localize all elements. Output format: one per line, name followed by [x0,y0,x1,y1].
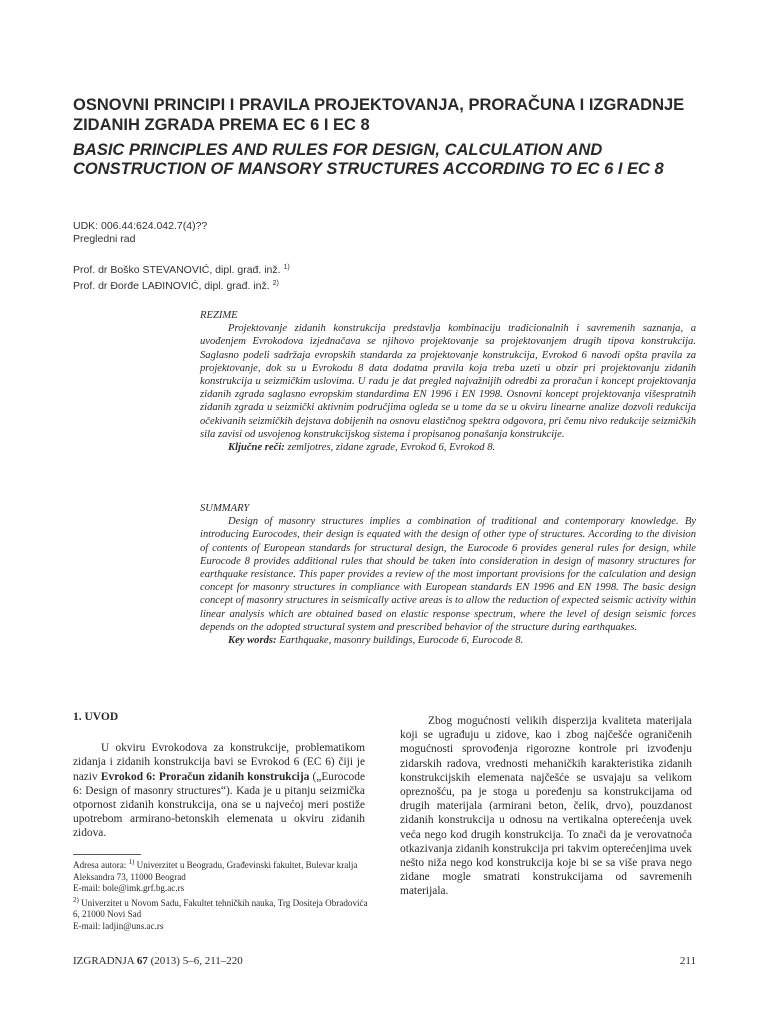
summary-body: Design of masonry structures implies a combination of traditional and contemporary knowledge. By introducing Eurocodes, their design is equated with the design of other type of structures. According to the division of contents of European standards for structural design, the Eurocode 6 provides general rules for design, while Eurocode 8 provides additional rules that should be taken into consideration in design of masonry structures for earthquake resistance. This paper provides a review of the most important provisions for the calculation and design concept for masonry structures in compliance with European standards EN 1996 and EN 1998. The basic design concept of masonry structures in seismically active areas is to allow the reduction of expected seismic activity within linear analysis which are obtained based on elastic response spectrum, where the level of design seismic forces depends on the adopted structural system and prescribed behavior of the structure during earthquakes. [200,516,696,633]
author-1-footnote-mark: 1) [283,264,290,271]
rezime-body: Projektovanje zidanih konstrukcija predstavlja kombinaciju tradicionalnih i savremenih saznanja, a uvođenjem Evrokodova izjednačava se njihovo projektovanje sa projektovanjem drugih tipova konstrukcija. Saglasno podeli sadržaja evropskih standarda za projektovanje konstrukcija, Evrokod 6 navodi opšta pravila za projektovanje, dok su u Evrokodu 8 data dodatna pravila koja treba uzeti u obzir pri projektovanju zidanih konstrukcija u seizmičkim uslovima. U radu je dat pregled najvažnijih odredbi za proračun i koncept projektovanja zidanih zgrada saglasno evropskim standardima EN 1996 i EN 1998. Osnovni koncept projektovanja višespratnih zidanih zgrada u seizmički aktivnim područjima ogleda se u tome da se u okviru linearne analize dozvoli redukcija očekivanih seizmičkih dejstava dobijenih na osnovu elastičnog spektra odgovora, pri čemu nivo redukcije seizmičkih sila zavisi od usvojenog konstrukcijskog sistema i propisanog ponašanja konstrukcije. [200,323,696,440]
summary-keywords-label: Key words: [228,635,277,647]
journal-citation: IZGRADNJA 67 (2013) 5–6, 211–220 [73,955,243,967]
rezime-keywords [200,441,696,454]
paper-type: Pregledni rad [73,233,136,245]
rezime-keywords-label: Ključne reči: [228,442,285,454]
intro-paragraph-1: U okviru Evrokodova za konstrukcije, problematikom zidanja i zidanih konstrukcija bavi se Evrokod 6 (EC 6) čiji je naziv Evrokod 6: Proračun zidanih konstrukcija („Eurocode 6: Design of masonry structures“). Kada je u pitanju seizmička otpornost zidanih konstrukcija, ona se u najvećoj meri postiže upotrebom armirano-betonskih elemenata u okviru zidanih zidova. [73,742,365,840]
section-heading-intro: 1. UVOD [73,711,119,723]
left-column [73,710,365,841]
author-2: Prof. dr Đorđe LAĐINOVIĆ, dipl. građ. inž. $^{2)}$ [73,280,279,292]
rezime-keywords-text: zemljotres, zidane zgrade, Evrokod 6, Evrokod 8. [284,442,496,454]
page-number: 211 [679,955,696,967]
udk-code: UDK: 006.44:624.042.7(4)?? [73,220,208,232]
abstract-serbian [200,309,696,454]
rezime-heading: REZIME [200,310,238,321]
footnote-divider [73,854,141,855]
page-footer [73,955,696,969]
author-1: Prof. dr Boško STEVANOVIĆ, dipl. građ. inž. $^{1)}$ [73,264,290,276]
journal-volume: 67 [136,955,148,967]
right-column [400,714,692,899]
title-english: BASIC PRINCIPLES AND RULES FOR DESIGN, CALCULATION AND CONSTRUCTION OF MANSORY STRUCTURES ACCORDING TO EC 6 I EC 8 [73,141,664,178]
authors-block [73,261,290,293]
abstract-english [200,502,696,647]
eurocode-6-title: Evrokod 6: Proračun zidanih konstrukcija [100,770,310,783]
author-2-footnote-mark: 2) [272,280,279,287]
intro-paragraph-2: Zbog mogućnosti velikih disperzija kvaliteta materijala koji se ugrađuju u zidove, kao i zbog najčešće ograničenih mogućnosti sprovođenja rigorozne kontrole pri izvođenju zidarskih radova, vrednosti mehaničkih karakteristika zidanih konstrukcijskih elemenata najčešće se usvajaju sa velikom opreznošću, pa je stoga u poređenju sa konstrukcijama od drugih materijala (armirani beton, čelik, drvo), pouzdanost zidanih konstrukcija u odnosu na vertikalna opterećenja uvek veća nego kod drugih konstrukcija. To znači da je verovatnoća otkazivanja zidanih konstrukcija pri takvim opterećenjima uvek nešto niža nego kod konstrukcija koje bi se sa više prava nego zidane mogle smatrati konstrukcijama od savremenih materijala. [400,715,692,898]
summary-keywords-text: Earthquake, masonry buildings, Eurocode 6, Eurocode 8. [276,635,524,647]
title-serbian: OSNOVNI PRINCIPI I PRAVILA PROJEKTOVANJA, PRORAČUNA I IZGRADNJE ZIDANIH ZGRADA PREMA EC 6 I EC 8 [73,96,685,134]
email-author-2: E-mail: ladjin@uns.ac.rs [73,920,164,931]
author-address-footnote: Adresa autora: $^{1)}$ Univerzitet u Beogradu, Građevinski fakultet, Bulevar kralja Aleksandra 73, 11000 Beograd E-mail: bole@imk.grf.bg.ac.rs $^{2)}$ Univerzitet u Novom Sadu, Fakultet tehničkih nauka, Trg Dositeja Obradovića 6, 21000 Novi Sad E-mail: ladjin@uns.ac.rs [73,857,373,932]
email-author-1: E-mail: bole@imk.grf.bg.ac.rs [73,883,185,893]
summary-keywords [200,634,696,647]
summary-heading: SUMMARY [200,503,250,514]
